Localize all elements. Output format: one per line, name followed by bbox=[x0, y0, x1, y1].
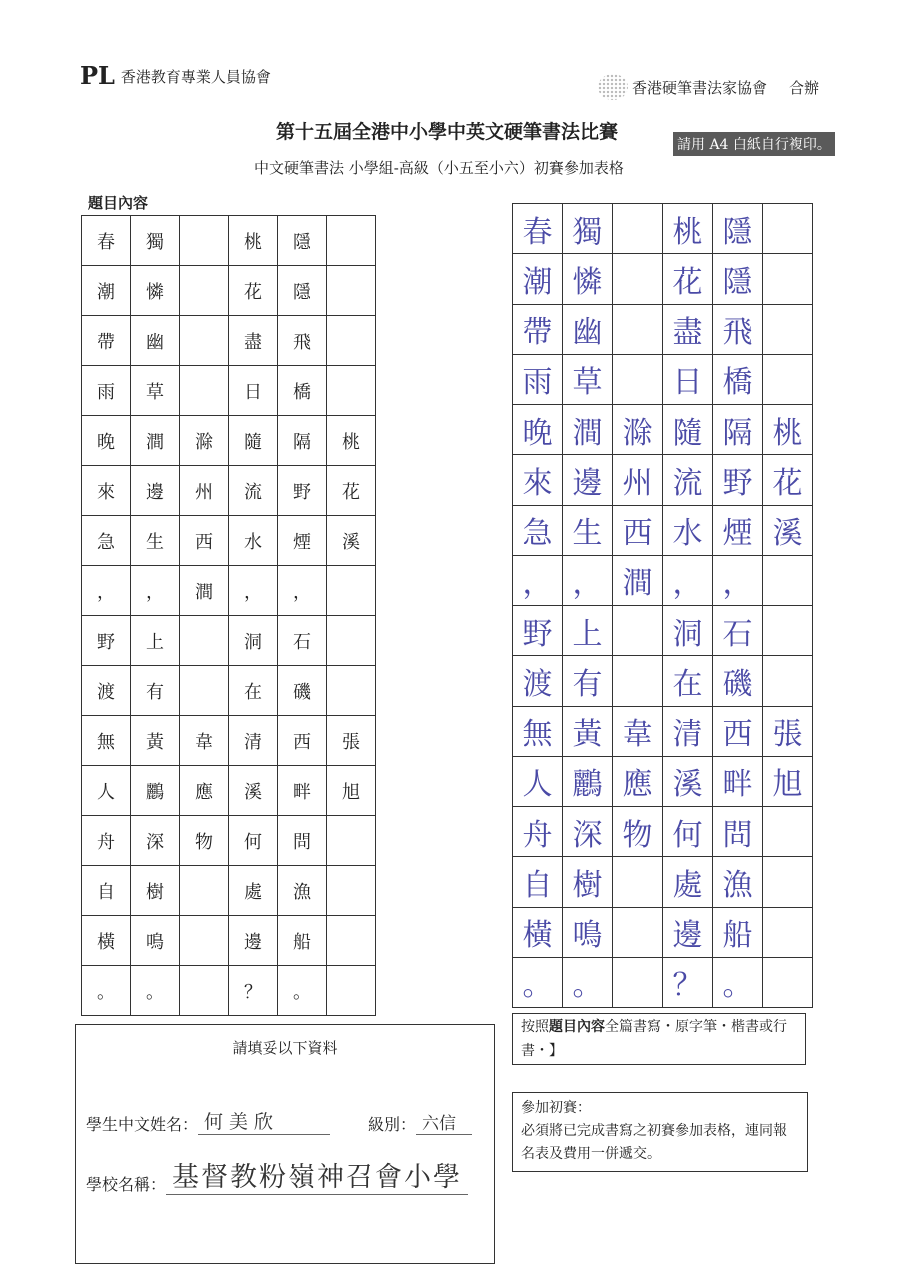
grid-cell: 飛 bbox=[713, 305, 763, 355]
grid-cell: 西 bbox=[180, 516, 229, 566]
grid-cell: 洞 bbox=[229, 616, 278, 666]
grid-cell: 黃 bbox=[131, 716, 180, 766]
class-label: 級別： bbox=[368, 1115, 417, 1134]
grid-cell: 磯 bbox=[713, 656, 763, 706]
grid-cell: 。 bbox=[278, 966, 327, 1016]
grid-cell: 獨 bbox=[131, 216, 180, 266]
grid-cell: 問 bbox=[713, 807, 763, 857]
grid-cell bbox=[613, 355, 663, 405]
submission-body: 必須將已完成書寫之初賽參加表格，連同報名表及費用一併遞交。 bbox=[521, 1123, 787, 1162]
grid-cell: 西 bbox=[713, 707, 763, 757]
grid-cell: 桃 bbox=[229, 216, 278, 266]
grid-cell bbox=[763, 807, 813, 857]
grid-cell: 。 bbox=[563, 958, 613, 1008]
org-left-name: 香港教育專業人員協會 bbox=[120, 67, 271, 86]
grid-cell: 鸝 bbox=[131, 766, 180, 816]
grid-cell: ？ bbox=[663, 958, 713, 1008]
grid-cell bbox=[327, 366, 376, 416]
section-label: 題目內容 bbox=[88, 194, 149, 212]
grid-cell: 盡 bbox=[663, 305, 713, 355]
grid-cell: 漁 bbox=[278, 866, 327, 916]
grid-cell bbox=[763, 908, 813, 958]
grid-cell: 澗 bbox=[563, 405, 613, 455]
grid-cell: ， bbox=[131, 566, 180, 616]
grid-cell bbox=[180, 666, 229, 716]
grid-cell: 深 bbox=[131, 816, 180, 866]
grid-cell: 野 bbox=[513, 606, 563, 656]
grid-cell: 在 bbox=[229, 666, 278, 716]
grid-cell: 憐 bbox=[563, 254, 613, 304]
info-heading: 請填妥以下資料 bbox=[232, 1039, 338, 1057]
grid-cell: 水 bbox=[663, 506, 713, 556]
grid-cell: 樹 bbox=[131, 866, 180, 916]
grid-cell: ， bbox=[563, 556, 613, 606]
grid-cell bbox=[327, 616, 376, 666]
grid-cell: 上 bbox=[131, 616, 180, 666]
grid-cell: 橫 bbox=[82, 916, 131, 966]
grid-cell: 煙 bbox=[278, 516, 327, 566]
grid-cell: 船 bbox=[713, 908, 763, 958]
grid-cell: 清 bbox=[663, 707, 713, 757]
grid-cell: 流 bbox=[229, 466, 278, 516]
grid-cell: 帶 bbox=[513, 305, 563, 355]
grid-cell: 隱 bbox=[278, 216, 327, 266]
grid-cell: 滁 bbox=[613, 405, 663, 455]
grid-cell: 帶 bbox=[82, 316, 131, 366]
grid-cell: 幽 bbox=[131, 316, 180, 366]
grid-cell: 。 bbox=[513, 958, 563, 1008]
grid-cell bbox=[327, 916, 376, 966]
grid-cell: 煙 bbox=[713, 506, 763, 556]
grid-cell: 花 bbox=[327, 466, 376, 516]
grid-cell: 鳴 bbox=[563, 908, 613, 958]
grid-cell: 。 bbox=[131, 966, 180, 1016]
grid-cell: 旭 bbox=[327, 766, 376, 816]
grid-cell: 石 bbox=[278, 616, 327, 666]
org-right bbox=[598, 74, 819, 100]
org-right-suffix: 合辦 bbox=[789, 78, 820, 97]
req-bold: 題目內容 bbox=[549, 1019, 605, 1035]
grid-cell: 雨 bbox=[82, 366, 131, 416]
grid-cell: 滁 bbox=[180, 416, 229, 466]
pl-logo-icon: PL bbox=[80, 61, 115, 90]
grid-cell: 隱 bbox=[278, 266, 327, 316]
grid-cell: 澗 bbox=[613, 556, 663, 606]
grid-cell: 張 bbox=[763, 707, 813, 757]
grid-cell: 溪 bbox=[763, 506, 813, 556]
grid-cell bbox=[180, 616, 229, 666]
grid-cell: 邊 bbox=[663, 908, 713, 958]
grid-cell: 處 bbox=[663, 857, 713, 907]
grid-cell bbox=[327, 666, 376, 716]
grid-cell: 洞 bbox=[663, 606, 713, 656]
grid-cell: 無 bbox=[82, 716, 131, 766]
grid-cell: 急 bbox=[513, 506, 563, 556]
grid-cell: 春 bbox=[82, 216, 131, 266]
grid-cell: 自 bbox=[513, 857, 563, 907]
grid-cell bbox=[613, 857, 663, 907]
grid-cell: 何 bbox=[229, 816, 278, 866]
grid-cell bbox=[763, 857, 813, 907]
grid-cell: 邊 bbox=[229, 916, 278, 966]
grid-cell: 。 bbox=[82, 966, 131, 1016]
name-field[interactable]: 何美欣 bbox=[198, 1107, 330, 1135]
grid-cell: 盡 bbox=[229, 316, 278, 366]
grid-cell: 州 bbox=[180, 466, 229, 516]
grid-cell: 畔 bbox=[278, 766, 327, 816]
seal-icon bbox=[598, 74, 628, 100]
grid-cell bbox=[327, 816, 376, 866]
info-row-school bbox=[86, 1155, 468, 1195]
grid-cell bbox=[763, 204, 813, 254]
req-prefix: 按照 bbox=[521, 1019, 549, 1035]
grid-cell: 旭 bbox=[763, 757, 813, 807]
grid-cell bbox=[180, 966, 229, 1016]
grid-cell: 黃 bbox=[563, 707, 613, 757]
grid-cell bbox=[180, 866, 229, 916]
grid-cell bbox=[613, 958, 663, 1008]
grid-cell: 隔 bbox=[713, 405, 763, 455]
grid-cell bbox=[180, 916, 229, 966]
grid-cell: 韋 bbox=[613, 707, 663, 757]
grid-cell: 張 bbox=[327, 716, 376, 766]
grid-cell bbox=[180, 216, 229, 266]
grid-cell: 生 bbox=[563, 506, 613, 556]
page-subtitle: 中文硬筆書法 小學組-高級（小五至小六）初賽參加表格 bbox=[254, 159, 624, 177]
grid-cell bbox=[763, 656, 813, 706]
grid-cell: 澗 bbox=[131, 416, 180, 466]
grid-cell bbox=[613, 606, 663, 656]
grid-cell: 澗 bbox=[180, 566, 229, 616]
grid-cell bbox=[763, 355, 813, 405]
grid-cell: 邊 bbox=[131, 466, 180, 516]
grid-cell: 隨 bbox=[663, 405, 713, 455]
grid-cell: 隱 bbox=[713, 254, 763, 304]
grid-cell: 渡 bbox=[513, 656, 563, 706]
grid-cell: ， bbox=[82, 566, 131, 616]
grid-cell: 樹 bbox=[563, 857, 613, 907]
grid-cell: 來 bbox=[513, 455, 563, 505]
grid-cell: ？ bbox=[229, 966, 278, 1016]
grid-cell: ， bbox=[278, 566, 327, 616]
grid-cell: 應 bbox=[180, 766, 229, 816]
grid-cell: 花 bbox=[763, 455, 813, 505]
grid-cell bbox=[763, 556, 813, 606]
grid-cell bbox=[327, 316, 376, 366]
grid-cell bbox=[327, 216, 376, 266]
grid-cell: 人 bbox=[82, 766, 131, 816]
grid-cell: 春 bbox=[513, 204, 563, 254]
grid-cell: 生 bbox=[131, 516, 180, 566]
grid-cell: ， bbox=[713, 556, 763, 606]
org-right-name: 香港硬筆書法家協會 bbox=[632, 78, 768, 97]
grid-cell: 邊 bbox=[563, 455, 613, 505]
grid-cell: 舟 bbox=[82, 816, 131, 866]
grid-cell: 溪 bbox=[327, 516, 376, 566]
print-note-badge: 請用 A4 白紙自行複印。 bbox=[673, 132, 835, 156]
grid-cell bbox=[613, 908, 663, 958]
grid-cell: 鸝 bbox=[563, 757, 613, 807]
grid-cell: ， bbox=[229, 566, 278, 616]
grid-cell: 物 bbox=[613, 807, 663, 857]
grid-cell: 有 bbox=[131, 666, 180, 716]
grid-cell: 水 bbox=[229, 516, 278, 566]
grid-cell: 流 bbox=[663, 455, 713, 505]
grid-cell bbox=[763, 305, 813, 355]
grid-cell bbox=[180, 316, 229, 366]
grid-cell: 野 bbox=[278, 466, 327, 516]
printed-text-grid bbox=[81, 215, 376, 1016]
grid-cell: 桃 bbox=[327, 416, 376, 466]
grid-cell: 西 bbox=[278, 716, 327, 766]
grid-cell: 磯 bbox=[278, 666, 327, 716]
student-info-box bbox=[75, 1024, 495, 1264]
grid-cell: 日 bbox=[663, 355, 713, 405]
grid-cell: 橋 bbox=[278, 366, 327, 416]
submission-box bbox=[512, 1092, 808, 1172]
grid-cell: 桃 bbox=[763, 405, 813, 455]
school-label: 學校名稱： bbox=[86, 1175, 167, 1194]
requirement-box bbox=[512, 1013, 806, 1065]
grid-cell: 石 bbox=[713, 606, 763, 656]
grid-cell: 來 bbox=[82, 466, 131, 516]
grid-cell: 幽 bbox=[563, 305, 613, 355]
grid-cell: 憐 bbox=[131, 266, 180, 316]
grid-cell: 飛 bbox=[278, 316, 327, 366]
grid-cell bbox=[327, 866, 376, 916]
grid-cell: 橋 bbox=[713, 355, 763, 405]
grid-cell: 花 bbox=[663, 254, 713, 304]
grid-cell: 上 bbox=[563, 606, 613, 656]
grid-cell: 州 bbox=[613, 455, 663, 505]
grid-cell: 。 bbox=[713, 958, 763, 1008]
grid-cell: 雨 bbox=[513, 355, 563, 405]
name-label: 學生中文姓名： bbox=[86, 1115, 199, 1134]
grid-cell: 有 bbox=[563, 656, 613, 706]
grid-cell: 隨 bbox=[229, 416, 278, 466]
grid-cell: 處 bbox=[229, 866, 278, 916]
grid-cell bbox=[613, 656, 663, 706]
grid-cell: 鳴 bbox=[131, 916, 180, 966]
grid-cell: ， bbox=[513, 556, 563, 606]
grid-cell: 船 bbox=[278, 916, 327, 966]
req-rest: 全篇書寫・原字筆・楷書或行書・】 bbox=[521, 1019, 787, 1059]
org-left bbox=[80, 61, 271, 90]
grid-cell: 潮 bbox=[513, 254, 563, 304]
grid-cell: 獨 bbox=[563, 204, 613, 254]
grid-cell: 溪 bbox=[229, 766, 278, 816]
class-field[interactable]: 六信 bbox=[416, 1109, 472, 1135]
grid-cell bbox=[327, 566, 376, 616]
grid-cell: 深 bbox=[563, 807, 613, 857]
grid-cell: 野 bbox=[713, 455, 763, 505]
grid-cell bbox=[180, 266, 229, 316]
grid-cell: 問 bbox=[278, 816, 327, 866]
grid-cell: 隔 bbox=[278, 416, 327, 466]
grid-cell bbox=[763, 606, 813, 656]
grid-cell bbox=[180, 366, 229, 416]
grid-cell: 溪 bbox=[663, 757, 713, 807]
grid-cell: 畔 bbox=[713, 757, 763, 807]
grid-cell: 晚 bbox=[82, 416, 131, 466]
grid-cell bbox=[613, 305, 663, 355]
grid-cell: 野 bbox=[82, 616, 131, 666]
grid-cell: 應 bbox=[613, 757, 663, 807]
school-field[interactable]: 基督教粉嶺神召會小學 bbox=[166, 1155, 468, 1195]
grid-cell: ， bbox=[663, 556, 713, 606]
grid-cell: 晚 bbox=[513, 405, 563, 455]
grid-cell bbox=[327, 266, 376, 316]
submission-heading: 參加初賽： bbox=[521, 1100, 591, 1116]
grid-cell: 西 bbox=[613, 506, 663, 556]
grid-cell: 草 bbox=[131, 366, 180, 416]
grid-cell: 橫 bbox=[513, 908, 563, 958]
grid-cell: 急 bbox=[82, 516, 131, 566]
grid-cell: 舟 bbox=[513, 807, 563, 857]
grid-cell: 自 bbox=[82, 866, 131, 916]
handwritten-text-grid bbox=[512, 203, 813, 1008]
grid-cell bbox=[763, 958, 813, 1008]
grid-cell: 清 bbox=[229, 716, 278, 766]
grid-cell: 韋 bbox=[180, 716, 229, 766]
grid-cell bbox=[327, 966, 376, 1016]
grid-cell bbox=[613, 254, 663, 304]
grid-cell bbox=[613, 204, 663, 254]
grid-cell: 何 bbox=[663, 807, 713, 857]
grid-cell: 物 bbox=[180, 816, 229, 866]
page-title: 第十五屆全港中小學中英文硬筆書法比賽 bbox=[276, 121, 619, 143]
grid-cell: 草 bbox=[563, 355, 613, 405]
grid-cell: 花 bbox=[229, 266, 278, 316]
grid-cell: 人 bbox=[513, 757, 563, 807]
grid-cell bbox=[763, 254, 813, 304]
grid-cell: 漁 bbox=[713, 857, 763, 907]
grid-cell: 無 bbox=[513, 707, 563, 757]
grid-cell: 隱 bbox=[713, 204, 763, 254]
grid-cell: 在 bbox=[663, 656, 713, 706]
grid-cell: 潮 bbox=[82, 266, 131, 316]
info-row-name bbox=[86, 1107, 472, 1135]
grid-cell: 渡 bbox=[82, 666, 131, 716]
grid-cell: 桃 bbox=[663, 204, 713, 254]
grid-cell: 日 bbox=[229, 366, 278, 416]
